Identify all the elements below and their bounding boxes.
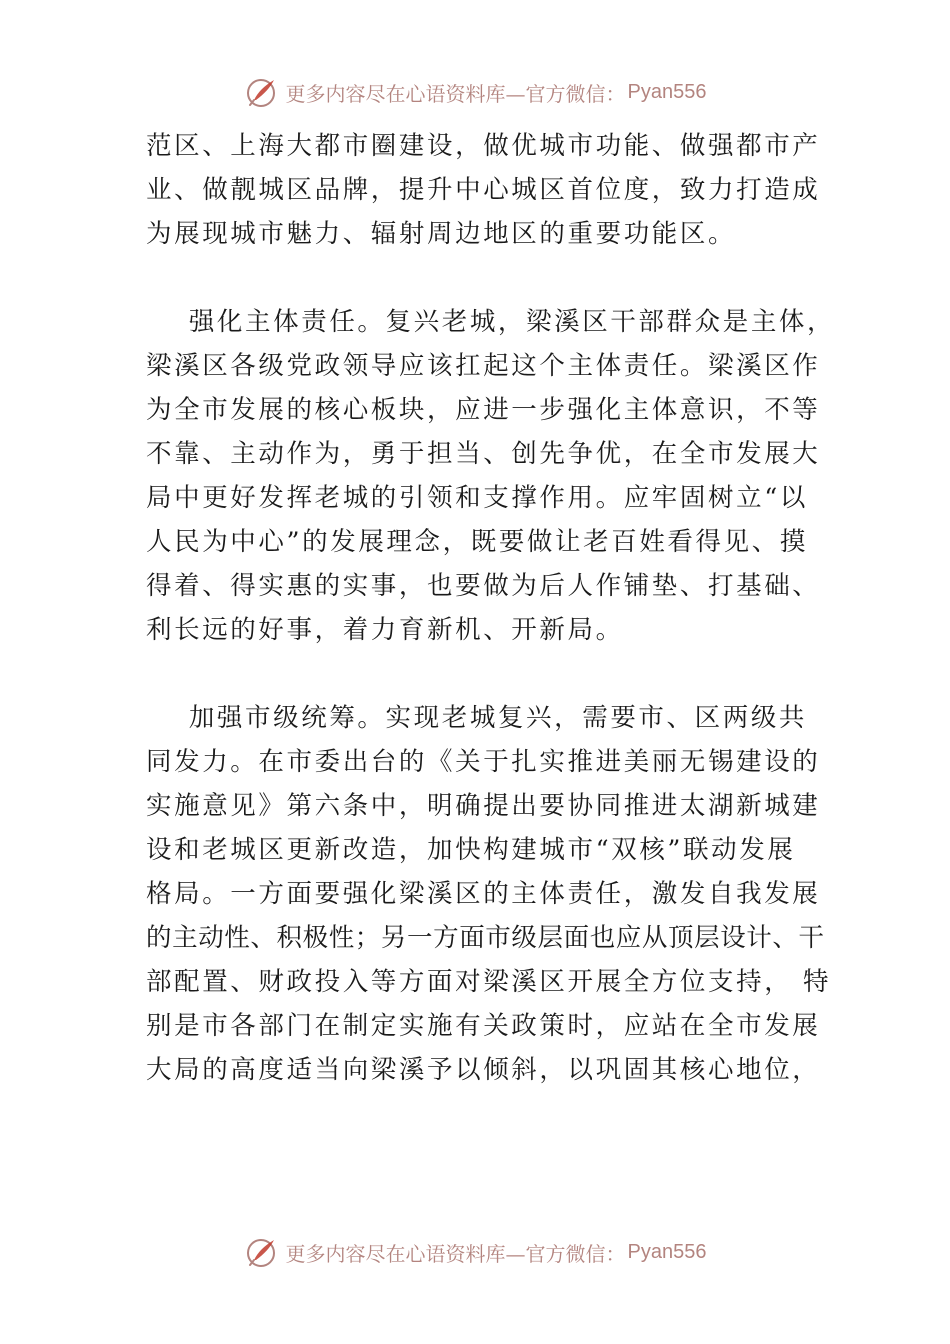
text-line: 的主动性、积极性；另一方面市级层面也应从顶层设计、干 xyxy=(146,923,825,953)
watermark-wechat-id: Pyan556 xyxy=(627,80,707,103)
text-line: 同发力。在市委出台的《关于扎实推进美丽无锡建设的 xyxy=(146,747,821,777)
watermark-site-text: 更多内容尽在心语资料库—官方微信： xyxy=(285,1241,626,1266)
text-line: 局中更好发挥老城的引领和支撑作用。应牢固树立“以 xyxy=(146,483,808,513)
text-line: 利长远的好事，着力育新机、开新局。 xyxy=(146,615,624,645)
footer-watermark xyxy=(0,1232,950,1272)
text-line: 为展现城市魅力、辐射周边地区的重要功能区。 xyxy=(146,219,737,249)
quill-seal-icon xyxy=(244,74,280,110)
paragraph-gap xyxy=(146,652,826,696)
paragraph-gap xyxy=(146,256,826,300)
watermark-wechat-id: Pyan556 xyxy=(627,1240,707,1263)
paragraph-1 xyxy=(146,124,826,256)
text-line: 范区、上海大都市圈建设，做优城市功能、做强都市产 xyxy=(146,131,821,161)
text-line: 梁溪区各级党政领导应该扛起这个主体责任。梁溪区作 xyxy=(146,351,821,381)
text-line: 设和老城区更新改造，加快构建城市“双核”联动发展 xyxy=(146,835,796,865)
quill-seal-icon xyxy=(244,1234,280,1270)
document-body xyxy=(146,124,836,1092)
text-line: 得着、得实惠的实事，也要做为后人作铺垫、打基础、 xyxy=(146,571,821,601)
paragraph-2 xyxy=(146,300,836,652)
header-watermark xyxy=(0,72,950,112)
text-line: 实施意见》第六条中，明确提出要协同推进太湖新城建 xyxy=(146,791,821,821)
text-line: 人民为中心”的发展理念，既要做让老百姓看得见、摸 xyxy=(146,527,808,557)
watermark-site-text: 更多内容尽在心语资料库—官方微信： xyxy=(285,81,626,106)
paragraph-3 xyxy=(146,696,832,1092)
text-line: 格局。一方面要强化梁溪区的主体责任，激发自我发展 xyxy=(146,879,821,909)
text-line: 业、做靓城区品牌，提升中心城区首位度，致力打造成 xyxy=(146,175,821,205)
text-line: 部配置、财政投入等方面对梁溪区开展全方位支持， 特 xyxy=(146,967,832,997)
text-line: 强化主体责任。复兴老城，梁溪区干部群众是主体， xyxy=(146,307,836,337)
text-line: 不靠、主动作为，勇于担当、创先争优，在全市发展大 xyxy=(146,439,821,469)
text-line: 为全市发展的核心板块，应进一步强化主体意识，不等 xyxy=(146,395,821,425)
text-line: 别是市各部门在制定实施有关政策时，应站在全市发展 xyxy=(146,1011,821,1041)
text-line: 大局的高度适当向梁溪予以倾斜，以巩固其核心地位， xyxy=(146,1055,821,1085)
text-line: 加强市级统筹。实现老城复兴，需要市、区两级共 xyxy=(146,703,808,733)
